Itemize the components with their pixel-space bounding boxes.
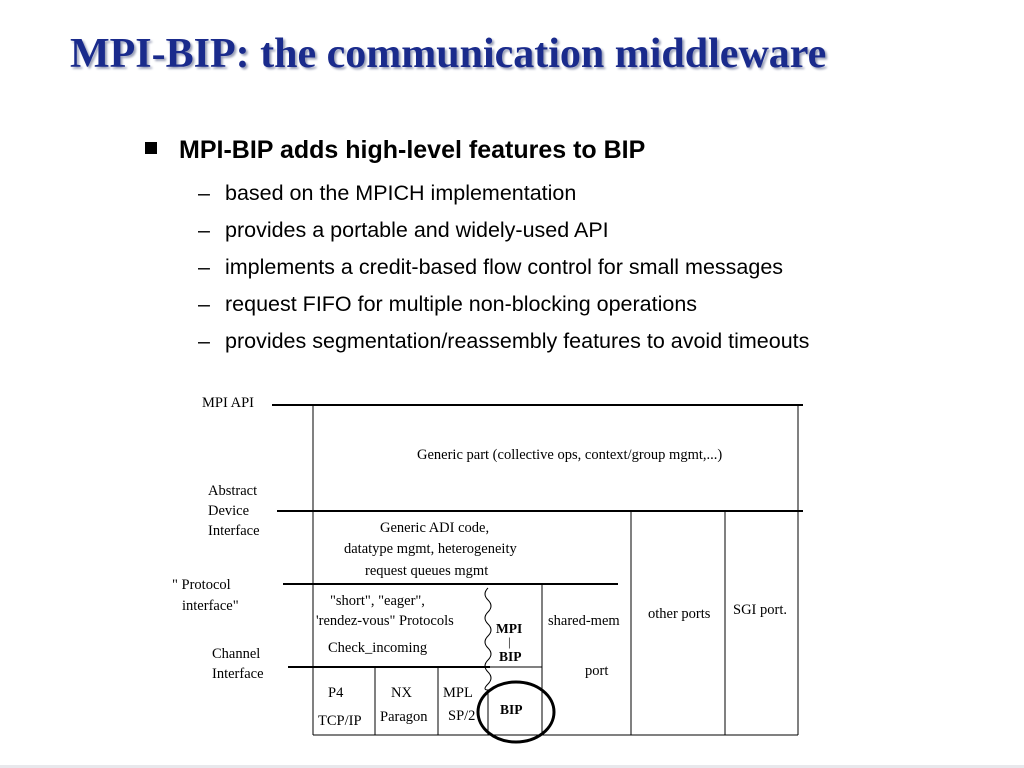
sub-bullet-text: request FIFO for multiple non-blocking operations [225, 292, 698, 316]
tcpip-text: TCP/IP [318, 713, 362, 729]
protocols-line-1: "short", "eager", [330, 593, 425, 609]
paragon-text: Paragon [380, 709, 428, 725]
label-device: Device [208, 503, 250, 519]
label-channel: Channel [212, 646, 261, 662]
adi-code-line-1: Generic ADI code, [380, 520, 490, 536]
label-protocol: " Protocol [172, 577, 231, 593]
label-protocol-interface: interface" [182, 598, 239, 614]
protocols-line-2: 'rendez-vous" Protocols [316, 613, 454, 629]
label-interface: Interface [208, 523, 260, 539]
sub-bullet-text: provides a portable and widely-used API [225, 218, 609, 242]
other-ports-text: other ports [648, 606, 711, 622]
sgi-port-text: SGI port. [733, 602, 787, 618]
wavy-divider [485, 588, 491, 735]
mpl-text: MPL [443, 685, 473, 701]
label-abstract: Abstract [208, 483, 258, 499]
main-bullet-text: MPI-BIP adds high-level features to BIP [179, 136, 646, 164]
check-incoming-text: Check_incoming [328, 640, 428, 656]
adi-code-line-2: datatype mgmt, heterogeneity [344, 541, 517, 557]
mpi-bip-separator: | [508, 634, 511, 649]
dash-bullet: – [198, 181, 210, 205]
nx-text: NX [391, 685, 412, 701]
dash-bullet: – [198, 329, 210, 353]
p4-text: P4 [328, 685, 344, 701]
dash-bullet: – [198, 255, 210, 279]
mpi-bip-mpi: MPI [496, 621, 523, 636]
sub-bullet-text: implements a credit-based flow control for small messages [225, 255, 784, 279]
label-channel-interface: Interface [212, 666, 264, 682]
dash-bullet: – [198, 292, 210, 316]
dash-bullet: – [198, 218, 210, 242]
sp2-text: SP/2 [448, 708, 476, 724]
adi-code-line-3: request queues mgmt [365, 563, 489, 579]
sub-bullet-text: provides segmentation/reassembly features to avoid timeouts [225, 329, 810, 353]
label-mpi-api: MPI API [202, 395, 254, 411]
shared-mem-text: shared-mem [548, 613, 620, 629]
slide-title: MPI-BIP: the communication middleware [70, 31, 827, 77]
sub-bullet-text: based on the MPICH implementation [225, 181, 577, 205]
mpi-bip-bip: BIP [499, 649, 522, 664]
generic-part-text: Generic part (collective ops, context/group mgmt,...) [417, 447, 723, 463]
bip-text: BIP [500, 702, 523, 717]
shared-mem-port-text: port [585, 663, 609, 679]
